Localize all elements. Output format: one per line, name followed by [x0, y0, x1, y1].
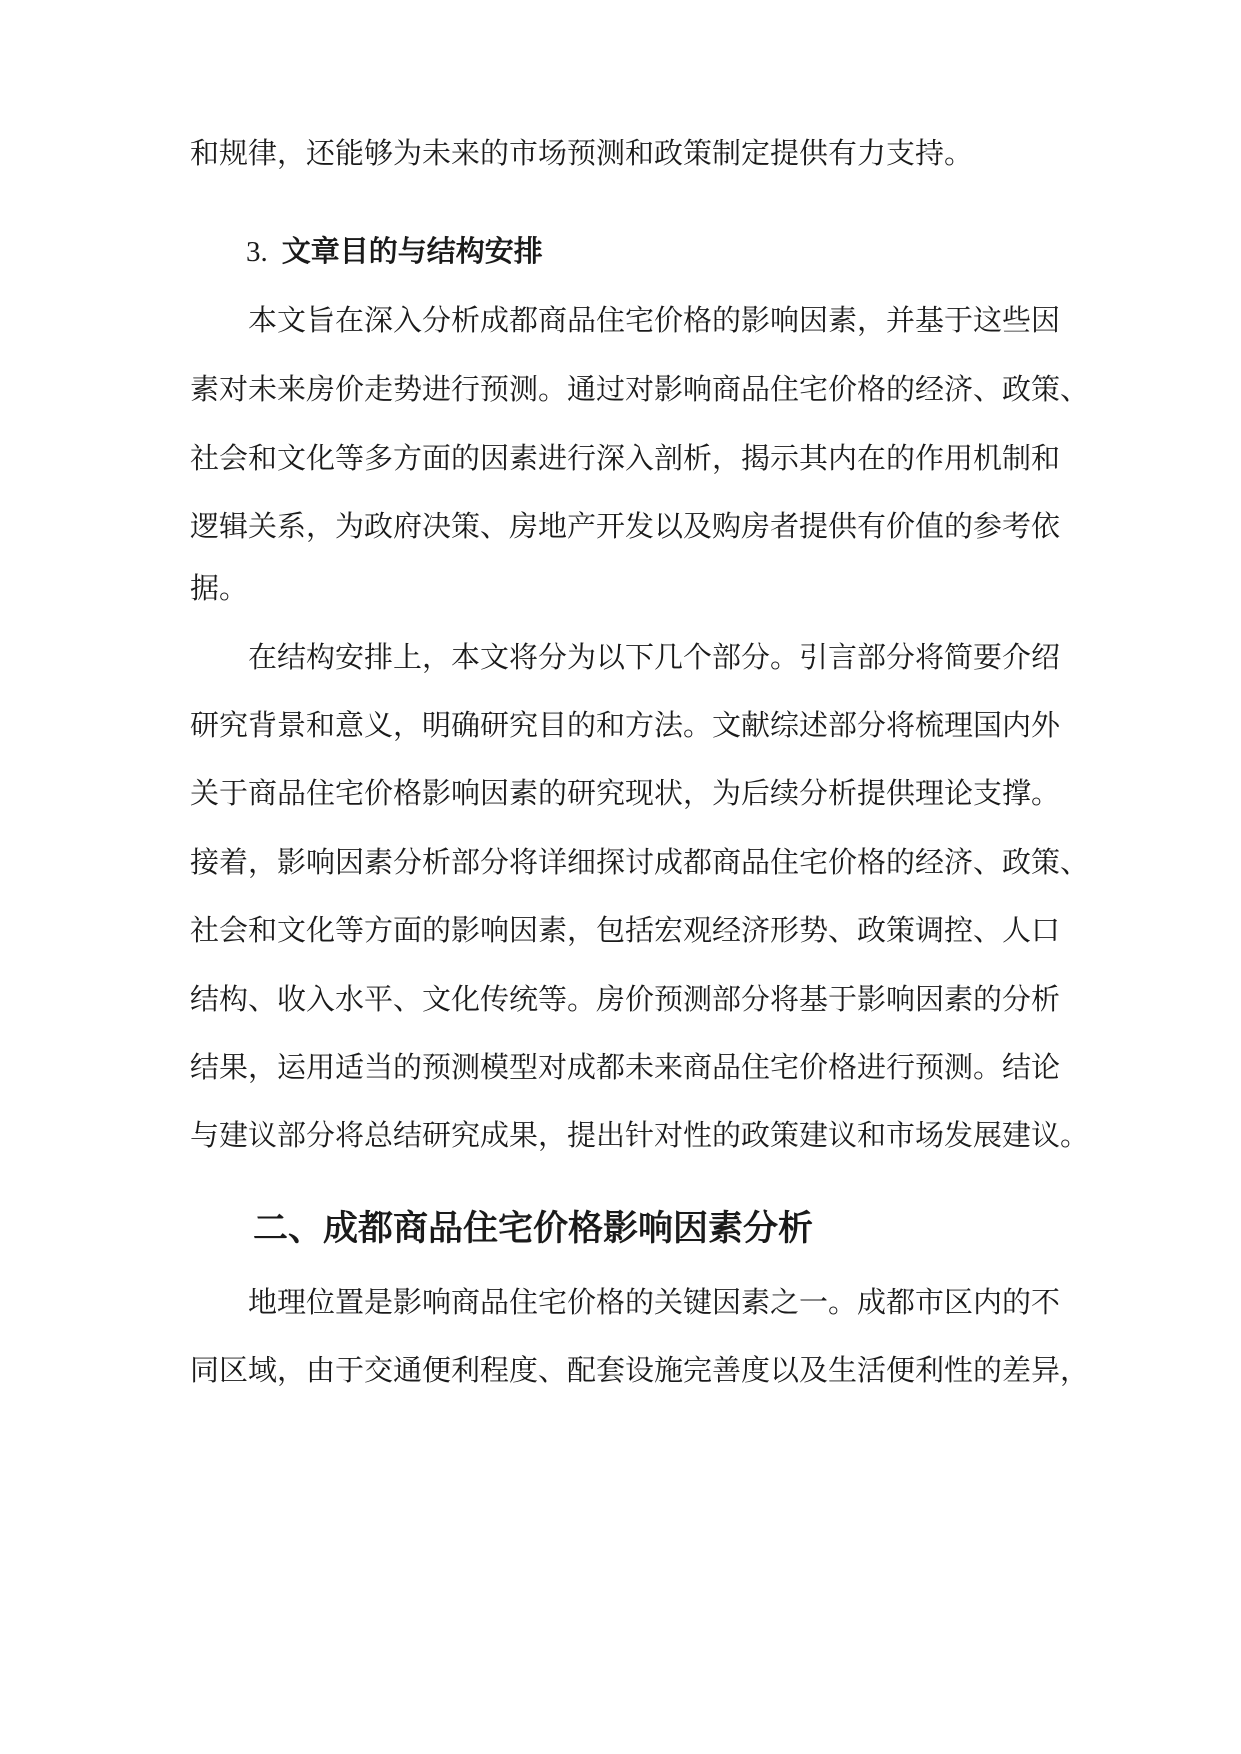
paragraph-line: 本文旨在深入分析成都商品住宅价格的影响因素，并基于这些因 [248, 303, 1061, 337]
section-title: 文章目的与结构安排 [281, 234, 543, 268]
paragraph-line: 与建议部分将总结研究成果，提出针对性的政策建议和市场发展建议。 [190, 1118, 1090, 1152]
paragraph-line: 素对未来房价走势进行预测。通过对影响商品住宅价格的经济、政策、 [190, 372, 1090, 406]
paragraph-line: 在结构安排上，本文将分为以下几个部分。引言部分将简要介绍 [248, 640, 1061, 674]
paragraph-line: 研究背景和意义，明确研究目的和方法。文献综述部分将梳理国内外 [190, 708, 1061, 742]
paragraph-line: 接着，影响因素分析部分将详细探讨成都商品住宅价格的经济、政策、 [190, 845, 1090, 879]
section-number: 3. [246, 236, 268, 268]
paragraph-line: 结构、收入水平、文化传统等。房价预测部分将基于影响因素的分析 [190, 982, 1061, 1016]
chapter-heading: 二、成都商品住宅价格影响因素分析 [253, 1209, 814, 1249]
paragraph-line: 和规律，还能够为未来的市场预测和政策制定提供有力支持。 [190, 136, 974, 170]
paragraph-line: 结果，运用适当的预测模型对成都未来商品住宅价格进行预测。结论 [190, 1050, 1061, 1084]
paragraph-line: 社会和文化等方面的影响因素，包括宏观经济形势、政策调控、人口 [190, 913, 1061, 947]
section-heading [246, 231, 543, 272]
paragraph-line: 逻辑关系，为政府决策、房地产开发以及购房者提供有价值的参考依 [190, 509, 1061, 543]
paragraph-line: 据。 [190, 571, 249, 605]
paragraph-line: 地理位置是影响商品住宅价格的关键因素之一。成都市区内的不 [248, 1285, 1061, 1319]
paragraph-line: 同区域，由于交通便利程度、配套设施完善度以及生活便利性的差异， [190, 1353, 1090, 1387]
paragraph-line: 关于商品住宅价格影响因素的研究现状，为后续分析提供理论支撑。 [190, 776, 1061, 810]
paragraph-line: 社会和文化等多方面的因素进行深入剖析，揭示其内在的作用机制和 [190, 441, 1061, 475]
